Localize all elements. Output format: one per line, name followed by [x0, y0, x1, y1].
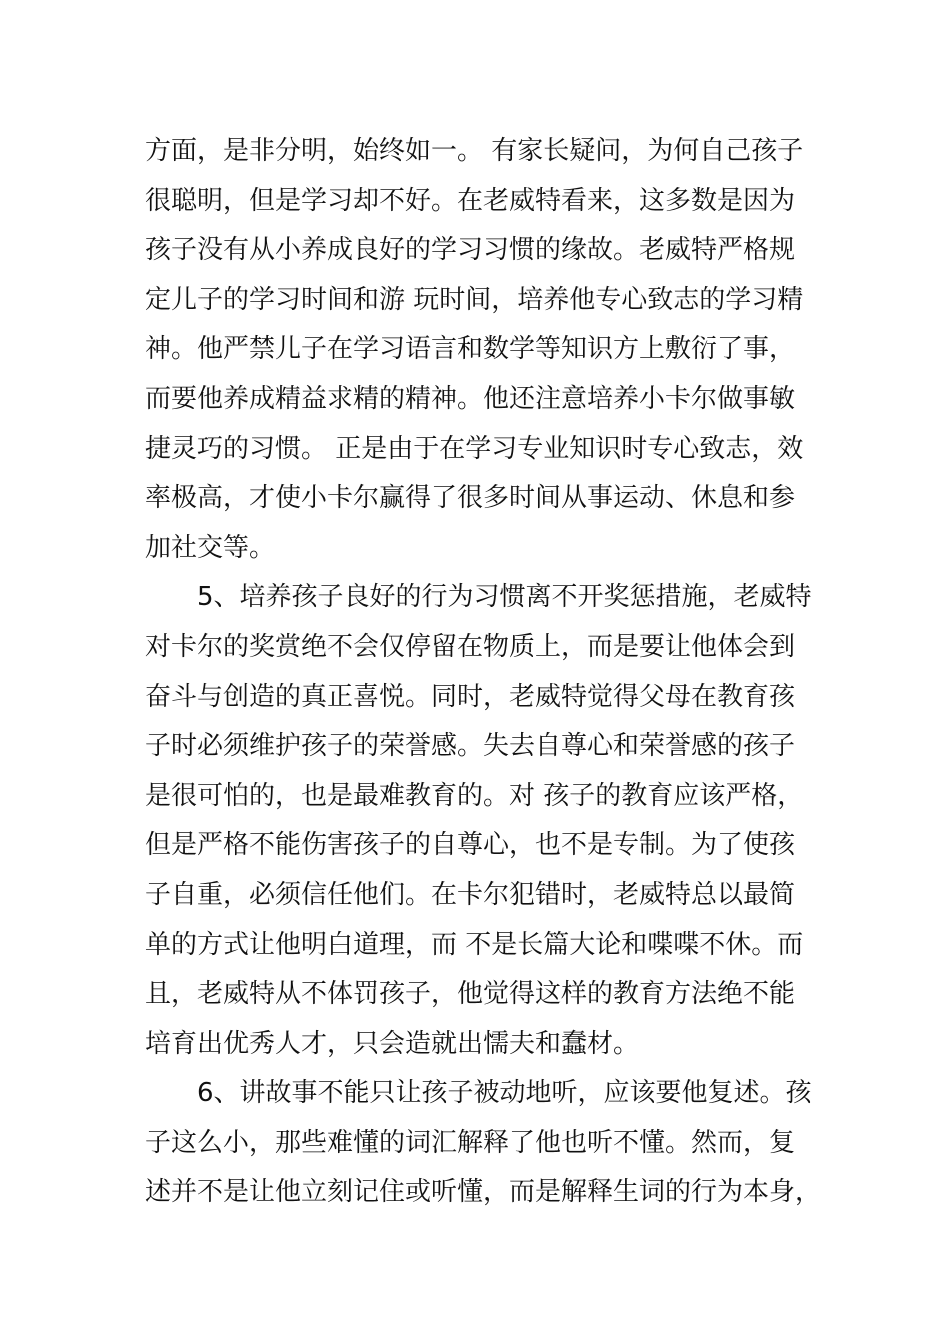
text-line: 而要他养成精益求精的精神。他还注意培养小卡尔做事敏 — [145, 383, 796, 414]
text-line: 且，老威特从不体罚孩子，他觉得这样的教育方法绝不能 — [145, 979, 796, 1010]
text-line: 子这么小，那些难懂的词汇解释了他也听不懂。然而，复 — [145, 1127, 796, 1158]
paragraph-start-line: 6、讲故事不能只让孩子被动地听，应该要他复述。孩 — [197, 1078, 812, 1109]
text-line: 述并不是让他立刻记住或听懂，而是解释生词的行为本身， — [145, 1177, 822, 1208]
paragraph-start-line: 5、培养孩子良好的行为习惯离不开奖惩措施，老威特 — [197, 582, 812, 613]
text-line: 很聪明，但是学习却不好。在老威特看来，这多数是因为 — [145, 185, 796, 216]
text-line: 加社交等。 — [145, 532, 276, 563]
text-line: 定儿子的学习时间和游 玩时间，培养他专心致志的学习精 — [145, 284, 804, 315]
text-line: 是很可怕的，也是最难教育的。对 孩子的教育应该严格， — [145, 780, 804, 811]
text-line: 神。他严禁儿子在学习语言和数学等知识方上敷衍了事， — [145, 334, 796, 365]
text-line: 捷灵巧的习惯。 正是由于在学习专业知识时专心致志，效 — [145, 433, 804, 464]
text-line: 培育出优秀人才，只会造就出懦夫和蠢材。 — [145, 1028, 640, 1059]
text-line: 孩子没有从小养成良好的学习习惯的缘故。老威特严格规 — [145, 235, 796, 266]
text-line: 子时必须维护孩子的荣誉感。失去自尊心和荣誉感的孩子 — [145, 731, 796, 762]
text-line: 但是严格不能伤害孩子的自尊心，也不是专制。为了使孩 — [145, 830, 796, 861]
text-line: 率极高，才使小卡尔赢得了很多时间从事运动、休息和参 — [145, 483, 796, 514]
text-line: 方面，是非分明，始终如一。 有家长疑问，为何自己孩子 — [145, 136, 804, 166]
text-line: 奋斗与创造的真正喜悦。同时，老威特觉得父母在教育孩 — [145, 681, 796, 712]
body-text — [145, 127, 822, 1218]
text-line: 对卡尔的奖赏绝不会仅停留在物质上，而是要让他体会到 — [145, 631, 796, 662]
text-line: 单的方式让他明白道理，而 不是长篇大论和喋喋不休。而 — [145, 929, 804, 960]
text-line: 子自重，必须信任他们。在卡尔犯错时，老威特总以最简 — [145, 879, 796, 910]
